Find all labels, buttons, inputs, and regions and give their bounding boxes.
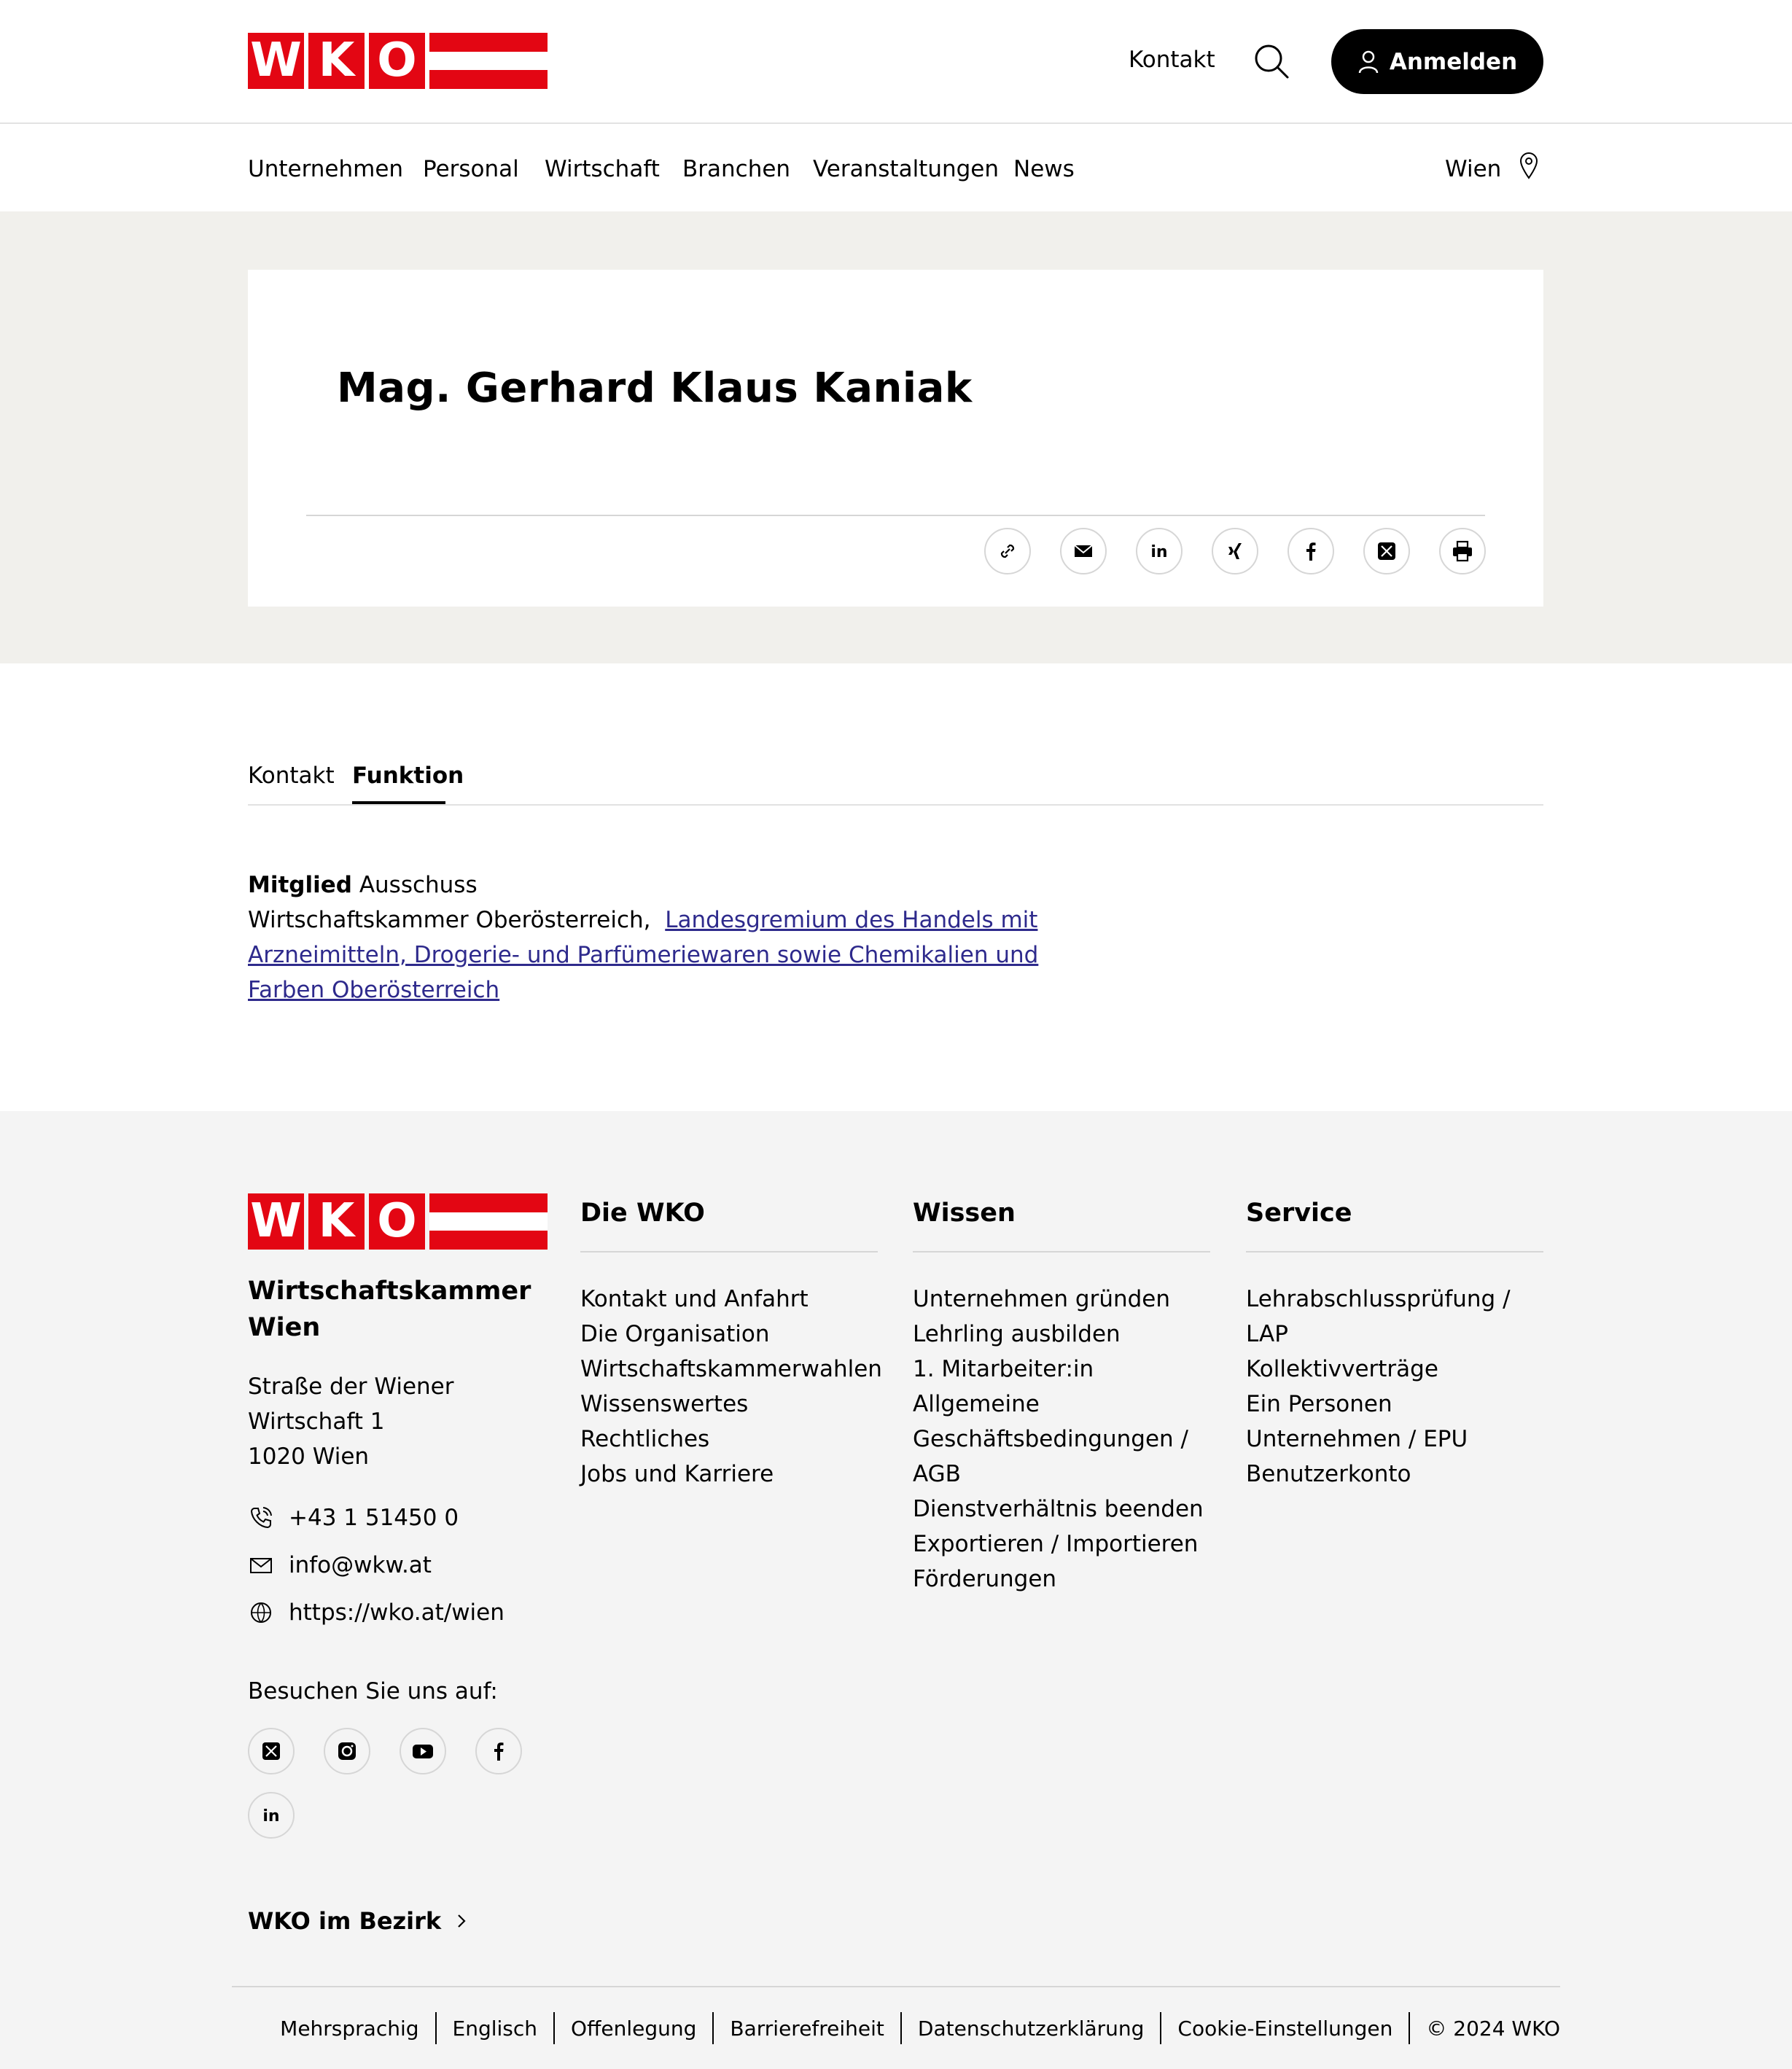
svg-text:in: in — [1150, 543, 1168, 561]
active-tab-indicator — [352, 801, 445, 804]
footer-link[interactable]: Wissenswertes — [580, 1391, 749, 1417]
tab-funktion[interactable]: Funktion — [352, 763, 464, 789]
nav-item-veranstaltungen[interactable]: Veranstaltungen — [813, 156, 1000, 182]
globe-icon — [248, 1600, 274, 1626]
logo-flag — [429, 1193, 548, 1250]
legal-link-englisch[interactable]: Englisch — [452, 2016, 538, 2041]
function-role-suffix: Ausschuss — [359, 872, 478, 898]
footer-link[interactable]: Ein Personen Unternehmen / EPU — [1246, 1391, 1468, 1452]
logo-letter: K — [308, 1193, 365, 1250]
footer-link[interactable]: Wirtschaftskammerwahlen — [580, 1356, 882, 1382]
legal-link-datenschutz[interactable]: Datenschutzerklärung — [917, 2016, 1145, 2041]
social-instagram-button[interactable] — [324, 1728, 370, 1774]
linkedin-icon — [1147, 539, 1172, 564]
footer-link[interactable]: 1. Mitarbeiter:in — [913, 1356, 1094, 1382]
profile-hero — [0, 211, 1792, 663]
footer-link[interactable]: Kontakt und Anfahrt — [580, 1286, 809, 1312]
share-mail-button[interactable] — [1060, 528, 1107, 574]
nav-item-unternehmen[interactable]: Unternehmen — [248, 156, 404, 182]
social-youtube-button[interactable] — [400, 1728, 446, 1774]
legal-link-barrierefreiheit[interactable]: Barrierefreiheit — [730, 2016, 884, 2041]
facebook-icon — [486, 1739, 511, 1764]
xing-icon — [1223, 539, 1247, 564]
social-facebook-button[interactable] — [475, 1728, 522, 1774]
x-icon — [1374, 539, 1399, 564]
phone-icon — [248, 1505, 274, 1531]
header-contact-link[interactable]: Kontakt — [1129, 47, 1215, 73]
divider — [306, 515, 1485, 516]
legal-link-mehrsprachig[interactable]: Mehrsprachig — [280, 2016, 419, 2041]
phone-number: +43 1 51450 0 — [289, 1505, 459, 1531]
logo-letter: W — [248, 33, 304, 89]
region-selector[interactable]: Wien — [1445, 156, 1502, 182]
logo-flag — [429, 33, 548, 89]
divider — [580, 1251, 878, 1252]
email-address: info@wkw.at — [289, 1552, 432, 1578]
tab-kontakt[interactable]: Kontakt — [248, 763, 335, 789]
mail-icon — [248, 1552, 274, 1578]
share-facebook-button[interactable] — [1287, 528, 1334, 574]
footer-column-title: Wissen — [913, 1199, 1016, 1228]
footer-link[interactable]: Exportieren / Importieren — [913, 1531, 1199, 1557]
footer-divider — [232, 1986, 1560, 1987]
bezirk-label: WKO im Bezirk — [248, 1907, 442, 1935]
footer-link[interactable]: Unternehmen gründen — [913, 1286, 1171, 1312]
footer-link[interactable]: Die Organisation — [580, 1321, 770, 1347]
nav-item-personal[interactable]: Personal — [423, 156, 519, 182]
chevron-right-icon — [454, 1912, 469, 1930]
address-line: 1020 Wien — [248, 1443, 370, 1470]
footer-link[interactable]: Förderungen — [913, 1566, 1057, 1592]
footer-address — [248, 1369, 510, 1474]
user-icon — [1357, 50, 1379, 74]
share-xing-button[interactable] — [1212, 528, 1258, 574]
top-bar — [0, 0, 1792, 124]
share-linkedin-button[interactable] — [1136, 528, 1183, 574]
login-label: Anmelden — [1389, 48, 1518, 75]
address-line: Straße der Wiener — [248, 1374, 454, 1400]
login-button[interactable] — [1331, 29, 1543, 94]
mail-icon — [1071, 539, 1096, 564]
print-button[interactable] — [1439, 528, 1486, 574]
social-heading: Besuchen Sie uns auf: — [248, 1678, 498, 1704]
footer-column-title: Service — [1246, 1199, 1352, 1228]
wko-logo[interactable] — [248, 33, 548, 89]
footer-website[interactable] — [248, 1600, 505, 1626]
website-url: https://wko.at/wien — [289, 1600, 505, 1626]
search-icon[interactable] — [1253, 42, 1290, 80]
footer-link[interactable]: Allgemeine Geschäftsbedingungen / AGB — [913, 1391, 1188, 1487]
page-title: Mag. Gerhard Klaus Kaniak — [337, 365, 973, 412]
footer-column-die-wko — [580, 1199, 882, 1492]
instagram-icon — [335, 1739, 359, 1764]
address-line: Wirtschaft 1 — [248, 1408, 385, 1435]
main-nav — [0, 124, 1792, 211]
facebook-icon — [1298, 539, 1323, 564]
footer-column-wissen — [913, 1199, 1210, 1597]
tabs-divider — [248, 804, 1543, 806]
footer-column-service — [1246, 1199, 1543, 1492]
youtube-icon — [410, 1739, 435, 1764]
footer-link[interactable]: Jobs und Karriere — [580, 1461, 774, 1487]
function-entry — [248, 868, 1079, 1008]
footer-email[interactable] — [248, 1552, 432, 1578]
footer — [0, 1111, 1792, 2069]
location-pin-icon[interactable] — [1519, 152, 1539, 179]
legal-link-cookie-settings[interactable]: Cookie-Einstellungen — [1177, 2016, 1393, 2041]
footer-link[interactable]: Dienstverhältnis beenden — [913, 1496, 1204, 1522]
social-x-button[interactable] — [248, 1728, 295, 1774]
footer-link[interactable]: Lehrabschlussprüfung / LAP — [1246, 1286, 1511, 1347]
profile-card — [248, 270, 1543, 607]
nav-item-branchen[interactable]: Branchen — [682, 156, 791, 182]
footer-org-name: Wirtschaftskammer Wien — [248, 1277, 531, 1342]
footer-column-title: Die WKO — [580, 1199, 705, 1228]
social-linkedin-button[interactable] — [248, 1792, 295, 1839]
footer-link[interactable]: Kollektivverträge — [1246, 1356, 1438, 1382]
link-icon — [995, 539, 1020, 564]
nav-item-news[interactable]: News — [1013, 156, 1075, 182]
logo-letter: O — [369, 33, 425, 89]
print-icon — [1450, 539, 1475, 564]
nav-item-wirtschaft[interactable]: Wirtschaft — [545, 156, 660, 182]
logo-letter: W — [248, 1193, 304, 1250]
svg-text:in: in — [262, 1807, 280, 1826]
footer-wko-logo[interactable] — [248, 1193, 548, 1250]
legal-links — [264, 2012, 1560, 2044]
logo-letter: K — [308, 33, 365, 89]
footer-phone[interactable] — [248, 1505, 459, 1531]
share-x-button[interactable] — [1363, 528, 1410, 574]
footer-link[interactable]: Rechtliches — [580, 1426, 710, 1452]
footer-link[interactable]: Lehrling ausbilden — [913, 1321, 1121, 1347]
linkedin-icon — [259, 1803, 284, 1828]
footer-link[interactable]: Benutzerkonto — [1246, 1461, 1411, 1487]
function-organization: Wirtschaftskammer Oberösterreich, — [248, 907, 651, 933]
wko-bezirk-link[interactable] — [248, 1907, 469, 1935]
function-role: Mitglied — [248, 872, 352, 898]
logo-letter: O — [369, 1193, 425, 1250]
copyright: © 2024 WKO — [1426, 2016, 1560, 2041]
x-icon — [259, 1739, 284, 1764]
share-link-button[interactable] — [984, 528, 1031, 574]
function-committee-link[interactable]: Landesgremium des Handels mit Arzneimitteln, Drogerie- und Parfümeriewaren sowie Chemikalien und Farben Oberösterreich — [248, 907, 1039, 1003]
legal-link-offenlegung[interactable]: Offenlegung — [571, 2016, 697, 2041]
divider — [1246, 1251, 1543, 1252]
divider — [913, 1251, 1210, 1252]
